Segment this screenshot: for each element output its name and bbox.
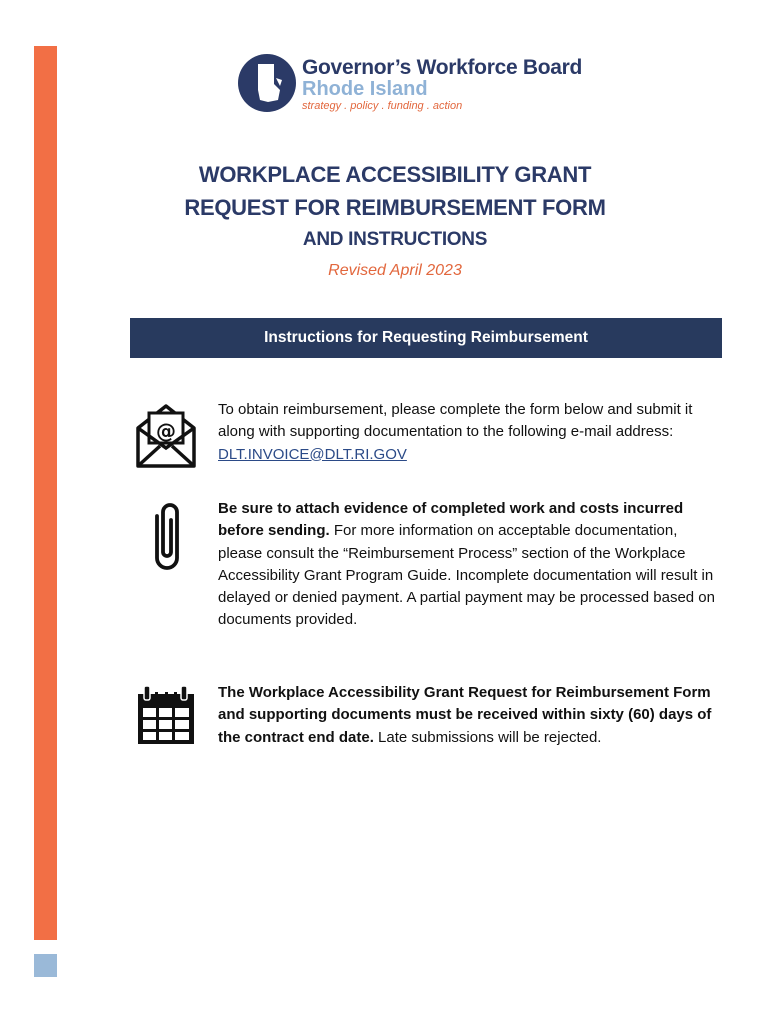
document-title-line1: WORKPLACE ACCESSIBILITY GRANT <box>198 162 592 187</box>
document-title-line2: REQUEST FOR REIMBURSEMENT FORM <box>184 195 606 220</box>
logo-title: Governor’s Workforce Board <box>302 56 583 79</box>
deadline-instruction-text: Late submissions will be rejected. <box>373 728 602 746</box>
gwb-logo <box>238 54 583 114</box>
blue-corner-square <box>34 954 57 977</box>
document-title-line3: AND INSTRUCTIONS <box>302 229 488 250</box>
orange-side-bar <box>34 46 57 940</box>
calendar-icon <box>135 684 197 751</box>
svg-text:@: @ <box>156 419 176 443</box>
deadline-instruction-bold: The Workplace Accessibility Grant Request for Reimbursement Form and supporting documents must be received within sixty (60) days of the contract end date. <box>218 684 712 746</box>
logo-subtitle: Rhode Island <box>302 78 428 100</box>
deadline-instruction <box>218 682 718 749</box>
email-instruction <box>218 399 718 466</box>
revised-date: Revised April 2023 <box>328 262 462 279</box>
email-instruction-text: To obtain reimbursement, please complete the form below and submit it along with supporting documentation to the following e-mail address: <box>218 401 693 441</box>
attach-instruction <box>218 498 718 632</box>
paperclip-icon <box>147 500 187 581</box>
attach-instruction-text: For more information on acceptable documentation, please consult the “Reimbursement Process” section of the Workplace Accessibility Grant Program Guide. Incomplete documentation will result in delayed or denied payment. A partial payment may be processed based on documents provided. <box>218 522 715 629</box>
section-banner <box>130 318 722 358</box>
section-banner-text: Instructions for Requesting Reimbursement <box>264 329 588 346</box>
logo-tagline: strategy . policy . funding . action <box>302 100 463 112</box>
rhode-island-map-icon <box>238 54 296 112</box>
attach-instruction-bold: Be sure to attach evidence of completed work and costs incurred before sending. <box>218 500 684 540</box>
email-envelope-icon <box>134 398 198 475</box>
email-address-link[interactable]: DLT.INVOICE@DLT.RI.GOV <box>218 445 407 463</box>
